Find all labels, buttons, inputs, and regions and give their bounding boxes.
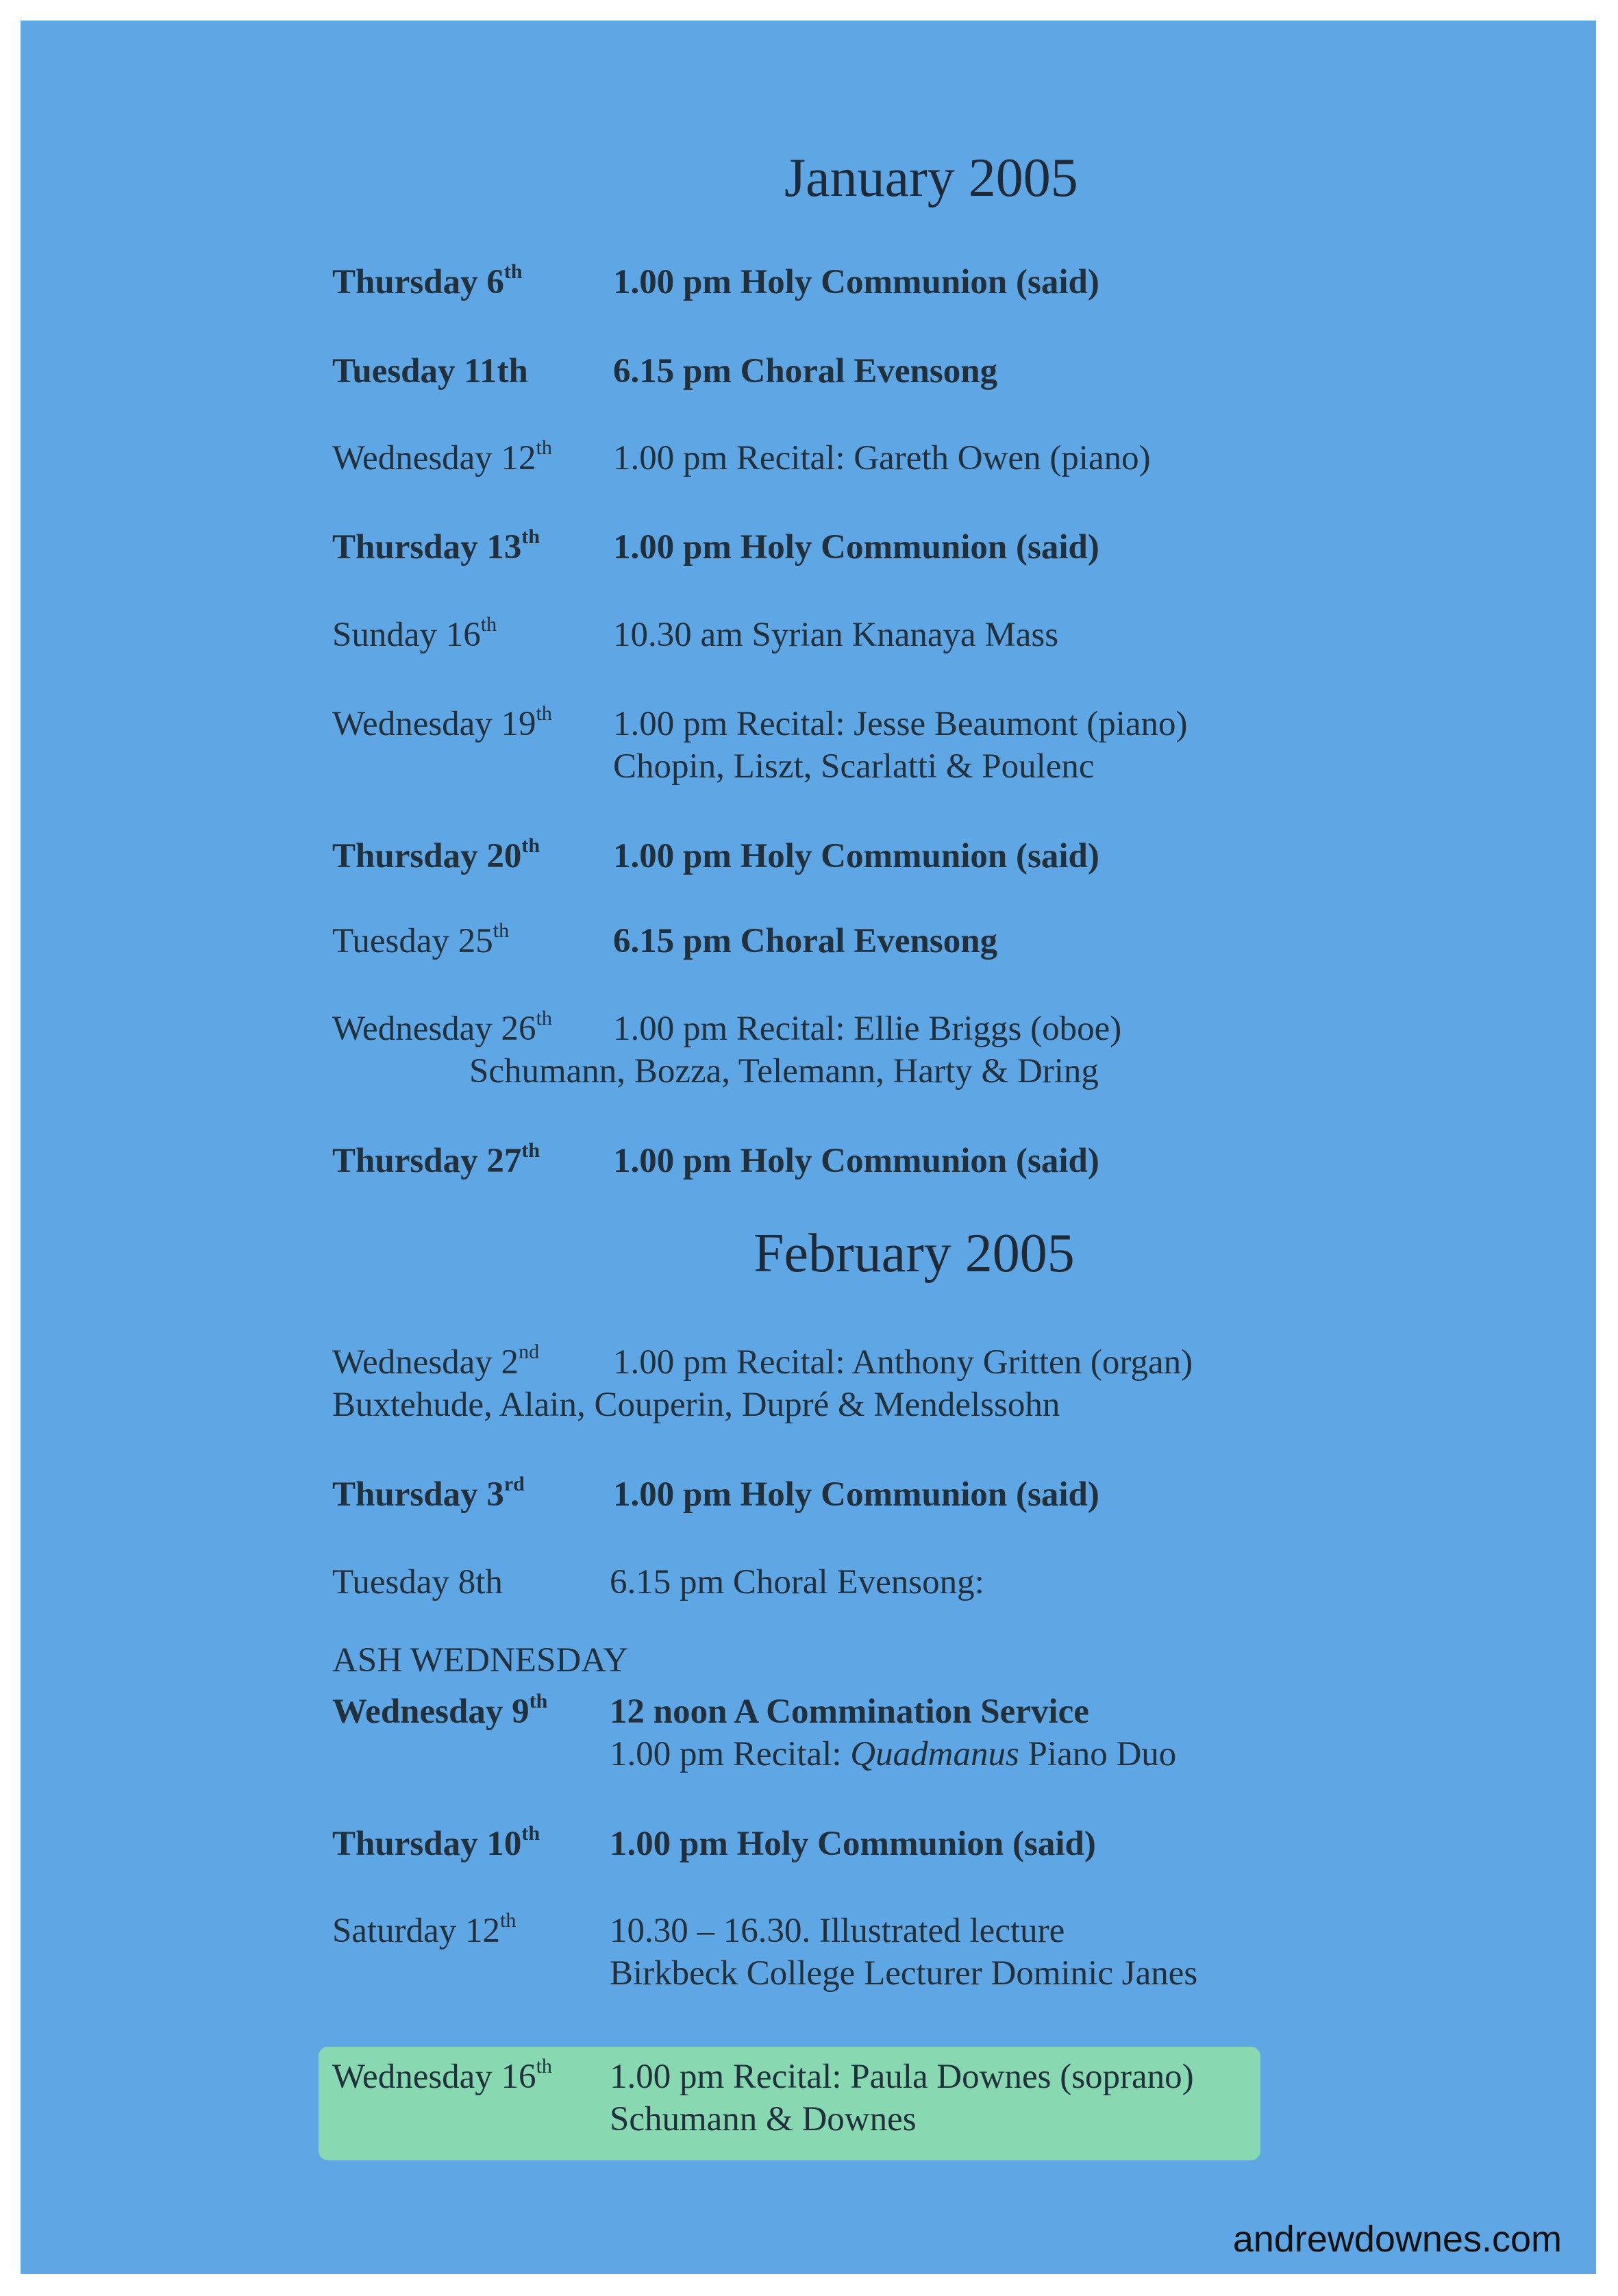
entry-description: 10.30 – 16.30. Illustrated lecture bbox=[610, 1912, 1065, 1950]
entry-day: Sunday 16th bbox=[332, 613, 497, 654]
entry-description: 1.00 pm Recital: Paula Downes (soprano) bbox=[610, 2058, 1194, 2096]
entry-day: Thursday 27th bbox=[332, 1139, 540, 1180]
month-heading-february: February 2005 bbox=[754, 1223, 1075, 1284]
entry-day: Tuesday 8th bbox=[332, 1563, 503, 1601]
entry-day: Wednesday 2nd bbox=[332, 1340, 540, 1382]
entry-day: Thursday 6th bbox=[332, 260, 523, 301]
entry-day: Wednesday 19th bbox=[332, 702, 552, 743]
entry-day: Thursday 3rd bbox=[332, 1473, 525, 1514]
entry-description: 12 noon A Commination Service bbox=[610, 1693, 1089, 1731]
entry-description: 1.00 pm Holy Communion (said) bbox=[613, 1475, 1099, 1514]
entry-program: Chopin, Liszt, Scarlatti & Poulenc bbox=[613, 747, 1095, 786]
entry-program: Schumann, Bozza, Telemann, Harty & Dring bbox=[469, 1052, 1099, 1090]
entry-description: 6.15 pm Choral Evensong bbox=[613, 922, 998, 960]
entry-day: Wednesday 9th bbox=[332, 1690, 548, 1731]
entry-day: Tuesday 11th bbox=[332, 352, 528, 390]
entry-program: 1.00 pm Recital: Quadmanus Piano Duo bbox=[610, 1735, 1177, 1773]
entry-day: Thursday 20th bbox=[332, 834, 540, 875]
entry-description: 1.00 pm Holy Communion (said) bbox=[610, 1825, 1096, 1863]
website-watermark: andrewdownes.com bbox=[1232, 2219, 1562, 2260]
entry-description: 1.00 pm Holy Communion (said) bbox=[613, 1142, 1099, 1180]
entry-program: Schumann & Downes bbox=[610, 2100, 917, 2138]
entry-day: Wednesday 16th bbox=[332, 2055, 552, 2096]
entry-description: 1.00 pm Recital: Gareth Owen (piano) bbox=[613, 439, 1151, 477]
program-sheet bbox=[21, 21, 1596, 2274]
entry-description: 6.15 pm Choral Evensong bbox=[613, 352, 998, 390]
entry-description: 6.15 pm Choral Evensong: bbox=[610, 1563, 984, 1601]
entry-day: Wednesday 12th bbox=[332, 436, 552, 477]
month-heading-january: January 2005 bbox=[784, 148, 1078, 208]
entry-day: Thursday 10th bbox=[332, 1822, 540, 1863]
entry-day: Saturday 12th bbox=[332, 1909, 516, 1950]
entry-description: 1.00 pm Holy Communion (said) bbox=[613, 837, 1099, 875]
entry-program: Birkbeck College Lecturer Dominic Janes bbox=[610, 1954, 1198, 1993]
entry-description: 1.00 pm Recital: Anthony Gritten (organ) bbox=[613, 1343, 1193, 1382]
entry-description: 1.00 pm Recital: Ellie Briggs (oboe) bbox=[613, 1010, 1122, 1048]
entry-description: 1.00 pm Holy Communion (said) bbox=[613, 263, 1099, 301]
ash-wednesday-label: ASH WEDNESDAY bbox=[332, 1641, 629, 1680]
entry-description: 1.00 pm Holy Communion (said) bbox=[613, 528, 1099, 566]
ensemble-name: Quadmanus bbox=[850, 1735, 1019, 1773]
entry-program: Buxtehude, Alain, Couperin, Dupré & Mendelssohn bbox=[332, 1386, 1060, 1424]
entry-day: Wednesday 26th bbox=[332, 1007, 552, 1048]
entry-description: 10.30 am Syrian Knanaya Mass bbox=[613, 616, 1059, 654]
entry-day: Tuesday 25th bbox=[332, 919, 510, 960]
entry-description: 1.00 pm Recital: Jesse Beaumont (piano) bbox=[613, 705, 1188, 743]
entry-day: Thursday 13th bbox=[332, 525, 540, 566]
